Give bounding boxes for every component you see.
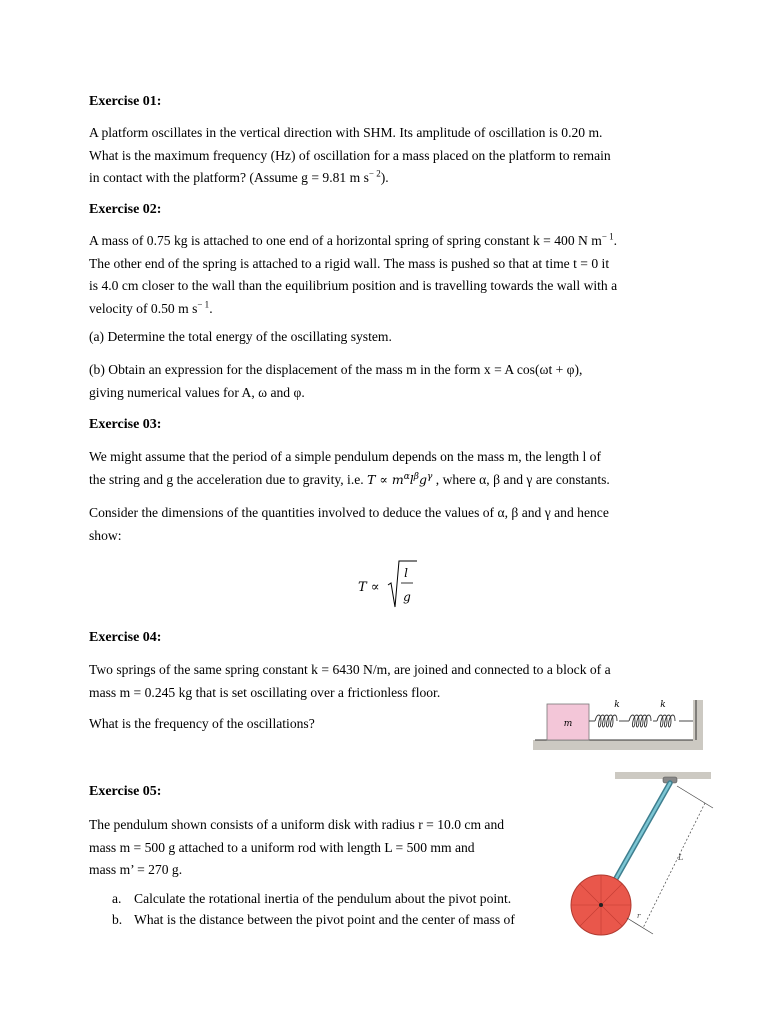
length-label: L bbox=[678, 853, 684, 862]
exercise-01-heading: Exercise 01: bbox=[89, 94, 162, 109]
exercise-04-line-1: Two springs of the same spring constant k = 6430 N/m, are joined and connected to a block of a bbox=[89, 662, 611, 677]
unit-exponent: − 1 bbox=[601, 231, 614, 242]
exercise-02-line-2: The other end of the spring is attached to a rigid wall. The mass is pushed so that at time t = 0 it bbox=[89, 255, 610, 271]
exercise-04-question: What is the frequency of the oscillations? bbox=[89, 716, 315, 731]
exercise-02-line-1: A mass of 0.75 kg is attached to one end of a horizontal spring of spring constant k = 400 N $m^{- 1}$. bbox=[89, 231, 618, 248]
exercise-05-text bbox=[89, 814, 551, 882]
exercise-03-line-2: the string and g the acceleration due to gravity, i.e. $T \propto m^\alpha l^\beta g^\gamma$ , where α, β and γ are constants. bbox=[89, 471, 610, 487]
exercise-03-heading: Exercise 03: bbox=[89, 417, 162, 432]
exercise-04-heading: Exercise 04: bbox=[89, 630, 162, 645]
exercise-03-instruction: Consider the dimensions of the quantities involved to deduce the values of α, β and γ and hence show: bbox=[89, 505, 609, 543]
unit-exponent: − 1 bbox=[197, 298, 210, 309]
spring-mass-figure bbox=[533, 694, 703, 750]
exercise-05-item-a: a. Calculate the rotational inertia of the pendulum about the pivot point. bbox=[112, 891, 512, 906]
wall bbox=[693, 700, 703, 750]
exercise-01-line-1: A platform oscillates in the vertical direction with SHM. Its amplitude of oscillation is 0.20 m. bbox=[89, 125, 603, 140]
exercise-05-item-b: b. What is the distance between the pivot point and the center of mass of bbox=[112, 912, 515, 927]
exercise-05-line-2: mass m = 500 g attached to a uniform rod with length L = 500 mm and bbox=[89, 839, 475, 855]
exercise-05-line-1: The pendulum shown consists of a uniform disk with radius r = 10.0 cm and bbox=[89, 817, 505, 832]
exercise-03-text bbox=[89, 446, 681, 491]
radius-label: r bbox=[637, 912, 641, 920]
square-root-icon bbox=[352, 555, 422, 615]
formula-numerator: l bbox=[404, 566, 408, 580]
proportionality-expression: $T \propto m^\alpha l^\beta g^\gamma$ bbox=[367, 471, 433, 487]
exercise-02-part-b: (b) Obtain an expression for the displacement of the mass m in the form x = A cos(ωt + φ), giving numerical values for A, ω and φ. bbox=[89, 362, 583, 400]
spring-2-label: k bbox=[660, 700, 666, 710]
exercise-01-line-3: in contact with the platform? (Assume g = 9.81 m $s^{- 2}$). bbox=[89, 168, 389, 185]
exercise-02-text bbox=[89, 230, 681, 320]
exercise-04-line-2: mass m = 0.245 kg that is set oscillating over a frictionless floor. bbox=[89, 684, 441, 700]
spring-coils bbox=[589, 715, 693, 727]
exercise-05-line-3: mass m’ = 270 g. bbox=[89, 862, 183, 877]
floor bbox=[533, 740, 703, 750]
unit-exponent: − 2 bbox=[368, 168, 381, 179]
exercise-02-line-4: velocity of 0.50 m $s^{- 1}$. bbox=[89, 298, 213, 316]
pendulum-figure bbox=[565, 768, 725, 948]
exercise-02-line-3: is 4.0 cm closer to the wall than the equilibrium position and is travelling towards the wall with a bbox=[89, 278, 618, 293]
mass-label: m bbox=[563, 719, 573, 729]
exercise-02-part-a: (a) Determine the total energy of the oscillating system. bbox=[89, 329, 392, 344]
exercise-05-heading: Exercise 05: bbox=[89, 784, 162, 799]
exercise-01-text bbox=[89, 122, 681, 190]
formula-lhs: T ∝ bbox=[358, 580, 380, 595]
exercise-02-heading: Exercise 02: bbox=[89, 202, 162, 217]
formula-denominator: g bbox=[403, 590, 411, 604]
exercise-01-line-2: What is the maximum frequency (Hz) of oscillation for a mass placed on the platform to remain bbox=[89, 147, 611, 163]
spring-1-label: k bbox=[614, 700, 620, 710]
exercise-03-line-1: We might assume that the period of a simple pendulum depends on the mass m, the length l of bbox=[89, 449, 601, 464]
period-formula bbox=[352, 555, 422, 615]
